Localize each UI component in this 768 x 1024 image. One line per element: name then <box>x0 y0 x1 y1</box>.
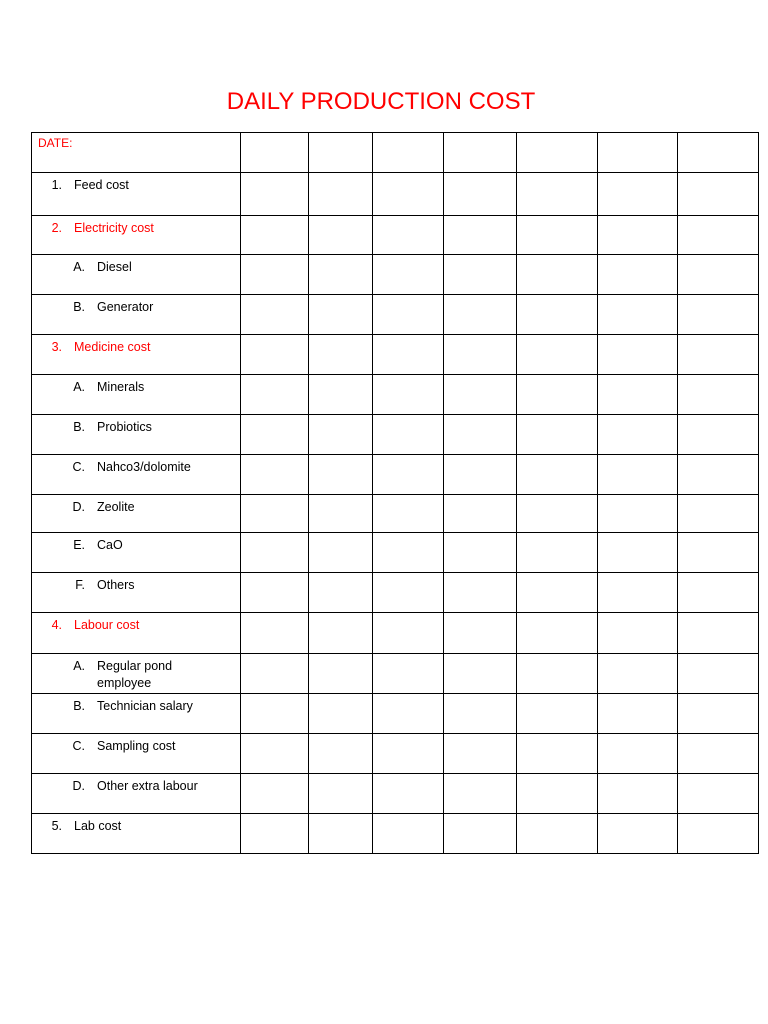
value-cell[interactable] <box>598 774 678 814</box>
value-cell[interactable] <box>373 216 444 255</box>
value-cell[interactable] <box>241 335 309 375</box>
row-item-text: Medicine cost <box>74 340 151 354</box>
row-item-text: Minerals <box>97 380 145 394</box>
row-label-cell <box>32 216 241 255</box>
value-cell[interactable] <box>373 335 444 375</box>
table-row <box>32 335 759 375</box>
value-cell[interactable] <box>598 295 678 335</box>
row-item-text: Feed cost <box>74 178 129 192</box>
value-cell[interactable] <box>517 295 598 335</box>
value-cell[interactable] <box>309 415 373 455</box>
row-number: 4. <box>51 618 62 632</box>
value-cell[interactable] <box>678 654 759 694</box>
row-label <box>32 814 240 835</box>
value-cell[interactable] <box>241 415 309 455</box>
value-cell[interactable] <box>598 654 678 694</box>
row-item-text: CaO <box>97 538 123 552</box>
date-cell[interactable] <box>373 133 444 173</box>
row-item-text: Probiotics <box>97 420 152 434</box>
value-cell[interactable] <box>598 533 678 573</box>
production-cost-table <box>31 132 759 854</box>
value-cell[interactable] <box>309 173 373 216</box>
value-cell[interactable] <box>241 255 309 295</box>
row-label-cell <box>32 455 241 495</box>
table-row <box>32 654 759 694</box>
row-number: 3. <box>51 340 62 354</box>
value-cell[interactable] <box>444 173 517 216</box>
date-label-cell <box>32 133 241 173</box>
date-label: DATE: <box>38 136 73 150</box>
value-cell[interactable] <box>444 216 517 255</box>
value-cell[interactable] <box>309 375 373 415</box>
value-cell[interactable] <box>373 734 444 774</box>
value-cell[interactable] <box>373 814 444 854</box>
value-cell[interactable] <box>373 654 444 694</box>
value-cell[interactable] <box>598 415 678 455</box>
value-cell[interactable] <box>517 415 598 455</box>
value-cell[interactable] <box>517 814 598 854</box>
date-row <box>32 133 759 173</box>
value-cell[interactable] <box>373 774 444 814</box>
value-cell[interactable] <box>678 774 759 814</box>
value-cell[interactable] <box>241 734 309 774</box>
value-cell[interactable] <box>598 734 678 774</box>
row-label <box>32 694 240 715</box>
row-item-text: Technician salary <box>97 699 193 713</box>
row-label <box>32 495 240 516</box>
row-label-cell <box>32 734 241 774</box>
row-label <box>32 415 240 436</box>
value-cell[interactable] <box>678 613 759 654</box>
date-cell[interactable] <box>309 133 373 173</box>
row-label <box>32 654 240 692</box>
page-title: DAILY PRODUCTION COST <box>226 88 536 115</box>
row-item-text: Zeolite <box>97 500 135 514</box>
value-cell[interactable] <box>241 533 309 573</box>
value-cell[interactable] <box>598 573 678 613</box>
value-cell[interactable] <box>444 814 517 854</box>
value-cell[interactable] <box>309 694 373 734</box>
row-item-text: Sampling cost <box>97 739 176 753</box>
value-cell[interactable] <box>309 255 373 295</box>
value-cell[interactable] <box>444 335 517 375</box>
value-cell[interactable] <box>373 613 444 654</box>
value-cell[interactable] <box>309 455 373 495</box>
row-number: 2. <box>51 221 62 235</box>
table-row <box>32 495 759 533</box>
row-number: F. <box>75 578 85 592</box>
value-cell[interactable] <box>517 573 598 613</box>
value-cell[interactable] <box>678 173 759 216</box>
row-label <box>32 216 240 237</box>
value-cell[interactable] <box>241 654 309 694</box>
value-cell[interactable] <box>241 495 309 533</box>
value-cell[interactable] <box>678 216 759 255</box>
row-number: C. <box>72 739 85 753</box>
row-item-text: Other extra labour <box>97 779 198 793</box>
value-cell[interactable] <box>598 455 678 495</box>
value-cell[interactable] <box>444 613 517 654</box>
value-cell[interactable] <box>309 654 373 694</box>
row-label-cell <box>32 814 241 854</box>
value-cell[interactable] <box>373 295 444 335</box>
date-cell[interactable] <box>678 133 759 173</box>
value-cell[interactable] <box>678 734 759 774</box>
row-label <box>32 734 240 755</box>
row-label-cell <box>32 774 241 814</box>
value-cell[interactable] <box>373 573 444 613</box>
value-cell[interactable] <box>444 295 517 335</box>
table-row <box>32 694 759 734</box>
value-cell[interactable] <box>309 814 373 854</box>
row-number: 1. <box>51 178 62 192</box>
value-cell[interactable] <box>241 455 309 495</box>
row-label-cell <box>32 415 241 455</box>
value-cell[interactable] <box>444 654 517 694</box>
value-cell[interactable] <box>444 415 517 455</box>
row-label-cell <box>32 573 241 613</box>
row-item-text: Labour cost <box>74 618 140 632</box>
value-cell[interactable] <box>598 613 678 654</box>
value-cell[interactable] <box>444 255 517 295</box>
table-row <box>32 255 759 295</box>
value-cell[interactable] <box>517 694 598 734</box>
row-number: C. <box>72 460 85 474</box>
table-row <box>32 216 759 255</box>
value-cell[interactable] <box>598 255 678 295</box>
value-cell[interactable] <box>309 495 373 533</box>
value-cell[interactable] <box>517 216 598 255</box>
value-cell[interactable] <box>678 415 759 455</box>
value-cell[interactable] <box>678 455 759 495</box>
value-cell[interactable] <box>373 415 444 455</box>
value-cell[interactable] <box>309 573 373 613</box>
value-cell[interactable] <box>309 613 373 654</box>
value-cell[interactable] <box>444 375 517 415</box>
value-cell[interactable] <box>678 375 759 415</box>
value-cell[interactable] <box>241 694 309 734</box>
date-cell[interactable] <box>241 133 309 173</box>
value-cell[interactable] <box>517 774 598 814</box>
row-label <box>32 173 240 194</box>
value-cell[interactable] <box>517 495 598 533</box>
row-number: E. <box>73 538 85 552</box>
row-number: A. <box>73 659 85 673</box>
table-body <box>32 133 759 854</box>
row-label <box>32 295 240 316</box>
row-item-text: Others <box>97 578 135 592</box>
value-cell[interactable] <box>309 734 373 774</box>
value-cell[interactable] <box>309 216 373 255</box>
value-cell[interactable] <box>517 734 598 774</box>
row-label-cell <box>32 613 241 654</box>
row-item-text: Lab cost <box>74 819 122 833</box>
row-label-cell <box>32 173 241 216</box>
value-cell[interactable] <box>444 533 517 573</box>
row-label-cell <box>32 255 241 295</box>
row-label-cell <box>32 533 241 573</box>
row-label <box>32 375 240 396</box>
table-row <box>32 613 759 654</box>
value-cell[interactable] <box>598 173 678 216</box>
value-cell[interactable] <box>444 694 517 734</box>
value-cell[interactable] <box>598 216 678 255</box>
row-label <box>32 613 240 634</box>
value-cell[interactable] <box>598 375 678 415</box>
table-row <box>32 375 759 415</box>
row-label-cell <box>32 295 241 335</box>
row-label <box>32 255 240 276</box>
value-cell[interactable] <box>517 335 598 375</box>
value-cell[interactable] <box>598 495 678 533</box>
table-row <box>32 455 759 495</box>
value-cell[interactable] <box>598 694 678 734</box>
value-cell[interactable] <box>373 173 444 216</box>
value-cell[interactable] <box>517 173 598 216</box>
value-cell[interactable] <box>444 455 517 495</box>
row-number: B. <box>73 300 85 314</box>
value-cell[interactable] <box>517 533 598 573</box>
row-number: 5. <box>51 819 62 833</box>
value-cell[interactable] <box>678 335 759 375</box>
row-label <box>32 533 240 554</box>
value-cell[interactable] <box>373 375 444 415</box>
row-label-cell <box>32 694 241 734</box>
value-cell[interactable] <box>309 774 373 814</box>
value-cell[interactable] <box>241 814 309 854</box>
value-cell[interactable] <box>241 774 309 814</box>
date-cell[interactable] <box>517 133 598 173</box>
row-number: D. <box>72 500 85 514</box>
value-cell[interactable] <box>598 814 678 854</box>
row-label-cell <box>32 495 241 533</box>
value-cell[interactable] <box>517 654 598 694</box>
value-cell[interactable] <box>678 495 759 533</box>
date-cell[interactable] <box>444 133 517 173</box>
table-row <box>32 533 759 573</box>
table-row <box>32 774 759 814</box>
value-cell[interactable] <box>373 533 444 573</box>
value-cell[interactable] <box>444 774 517 814</box>
row-number: B. <box>73 420 85 434</box>
value-cell[interactable] <box>517 375 598 415</box>
value-cell[interactable] <box>598 335 678 375</box>
value-cell[interactable] <box>373 255 444 295</box>
value-cell[interactable] <box>517 455 598 495</box>
row-item-text: Nahco3/dolomite <box>97 460 191 474</box>
value-cell[interactable] <box>444 495 517 533</box>
row-label <box>32 335 240 356</box>
value-cell[interactable] <box>444 573 517 613</box>
value-cell[interactable] <box>309 295 373 335</box>
value-cell[interactable] <box>678 295 759 335</box>
value-cell[interactable] <box>309 533 373 573</box>
row-label <box>32 774 240 795</box>
value-cell[interactable] <box>241 173 309 216</box>
value-cell[interactable] <box>241 573 309 613</box>
value-cell[interactable] <box>678 814 759 854</box>
value-cell[interactable] <box>678 573 759 613</box>
row-label <box>32 455 240 476</box>
value-cell[interactable] <box>373 455 444 495</box>
table-row <box>32 734 759 774</box>
table-row <box>32 573 759 613</box>
row-item-text: Generator <box>97 300 154 314</box>
row-number: A. <box>73 260 85 274</box>
table-row <box>32 295 759 335</box>
row-number: B. <box>73 699 85 713</box>
row-item-text: Diesel <box>97 260 132 274</box>
value-cell[interactable] <box>444 734 517 774</box>
row-label-cell <box>32 654 241 694</box>
table-row <box>32 173 759 216</box>
value-cell[interactable] <box>241 295 309 335</box>
table-row <box>32 415 759 455</box>
row-item-text: Electricity cost <box>74 221 154 235</box>
value-cell[interactable] <box>373 694 444 734</box>
row-label-cell <box>32 335 241 375</box>
value-cell[interactable] <box>309 335 373 375</box>
date-cell[interactable] <box>598 133 678 173</box>
row-item-text: Regular pond employee <box>97 659 173 690</box>
value-cell[interactable] <box>241 216 309 255</box>
value-cell[interactable] <box>517 613 598 654</box>
value-cell[interactable] <box>678 694 759 734</box>
table-row <box>32 814 759 854</box>
value-cell[interactable] <box>241 613 309 654</box>
value-cell[interactable] <box>678 533 759 573</box>
value-cell[interactable] <box>678 255 759 295</box>
value-cell[interactable] <box>373 495 444 533</box>
value-cell[interactable] <box>241 375 309 415</box>
row-number: A. <box>73 380 85 394</box>
row-label-cell <box>32 375 241 415</box>
row-label <box>32 573 240 594</box>
value-cell[interactable] <box>517 255 598 295</box>
row-number: D. <box>72 779 85 793</box>
